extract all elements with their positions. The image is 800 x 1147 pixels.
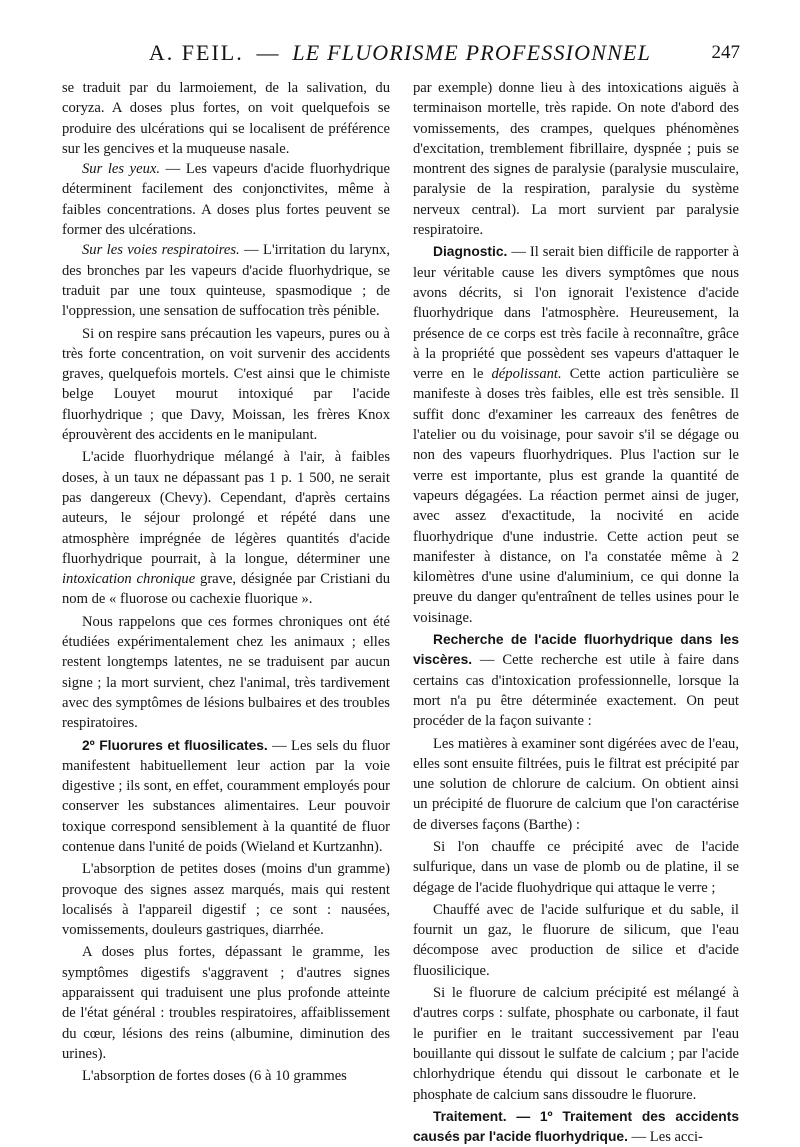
paragraph: [62, 447, 390, 609]
paragraph: Chauffé avec de l'acide sulfurique et du sable, il fournit un gaz, le fluorure de silicum, que l'eau décompose avec production de silice et d'acide fluosilicique.: [413, 901, 739, 979]
emphasis-chronic-intoxication: intoxication chronique: [62, 571, 196, 588]
paragraph: [413, 242, 739, 628]
work-title: LE FLUORISME PROFESSIONNEL: [292, 40, 652, 65]
paragraph: par exemple) donne lieu à des intoxications aiguës à terminaison mortelle, très rapide. On note d'abord des vomissements, des crampes, quelques phénomènes d'excitation, tremblement fibrillaire, dyspnée ; puis se montrent des signes de paralysie (paralysie musculaire, paralysie de la respiration, paralysie du système nerveux central). La mort survient par paralysie respiratoire.: [413, 80, 739, 239]
paragraph-text: — Cette recherche est utile à faire dans certains cas d'intoxication professionnelle, lorsque la mort n'a pu être déterminée exactement. On peut procéder de la façon suivante :: [413, 652, 739, 730]
paragraph: [62, 159, 390, 240]
paragraph-text: — Les vapeurs d'acide fluorhydrique déterminent facilement des conjonctivites, même à faibles concentrations. A doses plus fortes peuvent se former des ulcérations.: [62, 161, 390, 239]
section-heading-recherche: Recherche de l'acide fluorhydrique dans les viscères.: [413, 632, 739, 668]
paragraph-text: Cette action particulière se manifeste à doses très faibles, elle est très sensible. Il suffit donc d'examiner les carreaux des fenêtres de l'atelier ou du voisinage, pour savoir s'il se dégage ou non des vapeurs fluorhydriques. Plus l'action sur le verre est importante, plus est grande la quantité de vapeurs dégagées. La réaction permet ainsi de juger, avec assez d'exactitude, la nocivité en acide fluorhydrique d'une industrie. Cette action peut se manifester à distance, on l'a constatée même à 2 kilomètres d'une usine d'aluminium, ce qui donne la preuve du danger qu'entraînent de telles usines pour le voisinage.: [413, 366, 739, 626]
paragraph-text: — L'irritation du larynx, des bronches par les vapeurs d'acide fluorhydrique, se traduit par une toux quinteuse, spasmodique ; de l'oppression, une sensation de suffocation très pénible.: [62, 242, 390, 320]
paragraph: L'absorption de petites doses (moins d'un gramme) provoque des signes assez marqués, mais qui restent localisés à l'appareil digestif ; ce sont : nausées, vomissements, douleurs gastriques, diarrhée.: [62, 861, 390, 939]
subheading-eyes: Sur les yeux.: [82, 161, 161, 178]
paragraph: Si l'on chauffe ce précipité avec de l'acide sulfurique, dans un vase de plomb ou de platine, il se dégage de l'acide fluohydrique qui attaque le verre ;: [413, 838, 739, 896]
subheading-respiratory: Sur les voies respiratoires.: [82, 242, 240, 259]
section-heading-traitement: Traitement. — 1º Traitement des accidents causés par l'acide fluorhydrique.: [413, 1108, 739, 1145]
paragraph-text: L'acide fluorhydrique mélangé à l'air, à faibles doses, à un taux ne dépassant pas 1 p. 1 500, ne serait pas dangereux (Chevy). Cependant, d'après certains auteurs, le séjour prolongé et répété dans une atmosphère imprégnée de légères quantités d'acide fluorhydrique pourrait, à la longue, déterminer une: [62, 449, 390, 567]
right-column: [413, 78, 739, 1147]
emphasis-depolissant: dépolissant.: [491, 366, 562, 383]
paragraph-text: grave, désignée par Cristiani du nom de « fluorose ou cachexie fluorique ».: [62, 571, 390, 608]
paragraph: Si on respire sans précaution les vapeurs, pures ou à très forte concentration, on voit survenir des accidents graves, quelquefois mortels. C'est ainsi que le chimiste belge Louyet mourut intoxiqué par l'acide fluorhydrique ; que Davy, Moissan, les frères Knox éprouvèrent des accidents en le manipulant.: [62, 325, 390, 444]
paragraph-text: — Il serait bien difficile de rapporter à leur véritable cause les divers symptômes que nous avons décrits, si l'on ignorait l'existence d'acide fluorhydrique dans l'atmosphère. Heureusement, la présence de ce corps est très facile à reconnaître, grâce à la propriété que possèdent ses vapeurs d'attaquer le verre en le: [413, 244, 739, 383]
page-number: 247: [711, 42, 740, 63]
left-column: [62, 78, 390, 1087]
title-separator: —: [256, 40, 280, 65]
author-name: A. FEIL.: [148, 40, 244, 65]
paragraph-text: — Les sels du fluor manifestent habituellement leur action par la voie digestive ; ils sont, en effet, couramment employés pour conserver les substances alimentaires. Leur pouvoir toxique correspond sensiblement à la quantité de fluor contenue dans l'unité de poids (Wieland et Kurtzanhn).: [62, 737, 390, 855]
paragraph-text: — Les acci-: [627, 1129, 703, 1146]
paragraph: se traduit par du larmoiement, de la salivation, du coryza. A doses plus fortes, on voit quelquefois se produire des ulcérations qui se localisent de préférence sur les gencives et la muqueuse nasale.: [62, 80, 390, 157]
paragraph: A doses plus fortes, dépassant le gramme, les symptômes digestifs s'aggravent ; d'autres signes apparaissent qui traduisent une plus profonde atteinte de l'état général : troubles respiratoires, affaiblissement du cœur, lésions des reins (albumine, diminution des urines).: [62, 944, 390, 1062]
paragraph: Si le fluorure de calcium précipité est mélangé à d'autres corps : sulfate, phosphate ou carbonate, il faut le purifier en le traitant successivement par l'eau bouillante qui dissout le sulfate de calcium ; par l'acide chlorhydrique étendu qui dissout le carbonate et le phosphate de calcium sans dissoudre le fluorure.: [413, 985, 739, 1103]
paragraph: Nous rappelons que ces formes chroniques ont été étudiées expérimentalement chez les animaux ; elles restent longtemps latentes, ne se traduisent par aucun signe ; la mort survient, chez l'animal, très tardivement avec des symptômes de lésions bulbaires et des troubles respiratoires.: [62, 613, 390, 732]
section-heading-diagnostic: Diagnostic.: [433, 244, 508, 260]
paragraph: [413, 630, 739, 731]
paragraph: Les matières à examiner sont digérées avec de l'eau, elles sont ensuite filtrées, puis le filtrat est précipité par une solution de chlorure de calcium. On obtient ainsi un précipité de fluorure de calcium que l'on caractérise de diverses façons (Barthe) :: [413, 735, 739, 833]
section-heading-fluorures: 2º Fluorures et fluosilicates.: [82, 737, 268, 753]
paragraph: [413, 1107, 739, 1147]
paragraph: L'absorption de fortes doses (6 à 10 grammes: [82, 1068, 347, 1085]
paragraph: [62, 736, 390, 858]
paragraph: [62, 240, 390, 321]
running-title: [60, 40, 740, 66]
running-header: [60, 40, 740, 70]
